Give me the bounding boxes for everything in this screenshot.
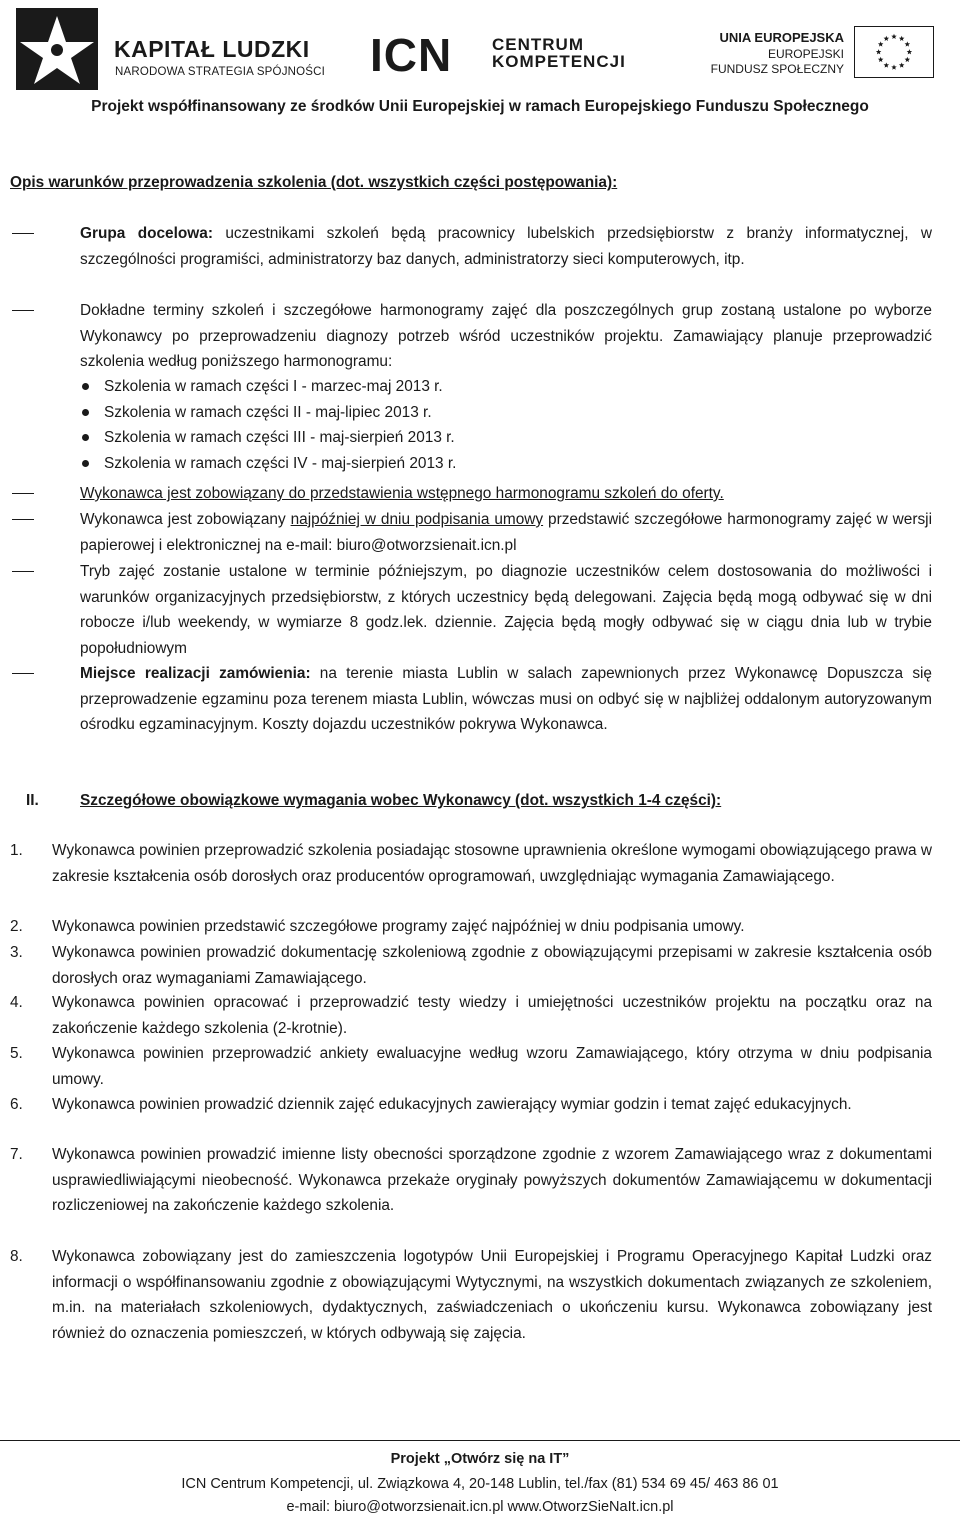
icn-line-2: KOMPETENCJI [492,52,626,71]
page-header [0,0,960,125]
bullet-item [104,374,443,400]
requirement-item [10,990,932,1041]
dash-item-location [80,661,932,738]
requirement-number: 6. [10,1096,23,1113]
requirement-item [10,1244,932,1346]
bullet-item [104,400,432,426]
class-mode-text: Tryb zajęć zostanie ustalone w terminie późniejszym, po diagnozie uczestników celem dostosowania do możliwości i warunków organizacyjnych przedsiębiorstw, z których uczestnicy będą delegowani. Zajęcia będą mogą odbywać się w dni robocze i/lub weekendy, w wymiarze 8 godz.lek. dziennie. Zajęcia będą mogły odbywać się w ciągu dnia lub w trybie popołudniowym [80,563,932,657]
eu-star-icon [884,36,889,41]
bullet-text: Szkolenia w ramach części II - maj-lipiec 2013 r. [104,404,432,421]
requirement-item [10,838,932,889]
dash-marker [12,673,34,674]
detailed-schedule-deadline: najpóźniej w dniu podpisania umowy [290,511,544,528]
bullet-marker [82,434,89,441]
location-label: Miejsce realizacji zamówienia: [80,665,311,682]
dash-marker [12,233,34,234]
requirement-number: 4. [10,994,23,1011]
eu-star-icon [905,57,910,62]
eu-flag-icon [854,26,934,78]
requirement-item [10,940,932,991]
schedule-text: Dokładne terminy szkoleń i szczegółowe harmonogramy zajęć dla poszczególnych grup zostaną ustalone po wyborze Wykonawcy po przeprowadzeniu diagnozy potrzeb wśród uczestników projektu. Zamawiający planuje przeprowadzić szkolenia według poniższego harmonogramu: [80,302,932,370]
bullet-text: Szkolenia w ramach części IV - maj-sierpień 2013 r. [104,455,457,472]
dash-item-schedule [80,298,932,375]
kapital-ludzki-logo [14,6,344,92]
eu-line-2: EUROPEJSKI [767,47,844,61]
dash-item-detailed-schedule [80,507,932,558]
bullet-item [104,425,455,451]
dash-item-initial-schedule [80,481,932,507]
bullet-text: Szkolenia w ramach części III - maj-sierpień 2013 r. [104,429,455,446]
detailed-schedule-text-b: przedstawić szczegółowe harmonogramy zajęć w wersji papierowej i elektronicznej na e-mail: biuro@otworzsienait.icn.pl [80,511,932,554]
kapital-ludzki-star-icon [14,6,100,92]
bullet-marker [82,460,89,467]
requirement-text: Wykonawca powinien przeprowadzić szkolenia posiadając stosowne uprawnienia określone wymogami obowiązującego prawa w zakresie kształcenia osób dorosłych oraz producentów oprogramowań, uwzględniając wymagania Zamawiającego. [52,842,932,885]
dash-item-class-mode [80,559,932,661]
requirement-item [10,1092,932,1118]
eu-star-icon [899,62,904,67]
conditions-heading: Opis warunków przeprowadzenia szkolenia (dot. wszystkich części postępowania): [10,174,618,191]
target-group-label: Grupa docelowa: [80,225,213,242]
icn-line-1: CENTRUM [492,35,584,54]
kapital-ludzki-subtitle: NARODOWA STRATEGIA SPÓJNOŚCI [115,66,326,78]
footer-address: ICN Centrum Kompetencji, ul. Związkowa 4, 20-148 Lublin, tel./fax (81) 534 69 45/ 463 86 01 [181,1476,779,1492]
kapital-ludzki-title: KAPITAŁ LUDZKI [114,36,310,62]
dash-marker [12,519,34,520]
dash-marker [12,493,34,494]
requirement-number: 8. [10,1248,23,1265]
requirement-text: Wykonawca powinien opracować i przeprowadzić testy wiedzy i umiejętności uczestników projektu na początku oraz na zakończenie każdego szkolenia (2-krotnie). [52,994,932,1037]
requirement-number: 5. [10,1045,23,1062]
dash-marker [12,310,34,311]
eu-line-1: UNIA EUROPEJSKA [719,30,844,45]
dash-marker [12,571,34,572]
eu-star-icon [891,34,896,39]
requirement-number: 7. [10,1146,23,1163]
bullet-marker [82,383,89,390]
icn-logo [370,29,670,81]
requirement-item [10,1041,932,1092]
target-group-text: uczestnikami szkoleń będą pracownicy lubelskich przedsiębiorstw z branży informatycznej, w szczególności programiści, administratorzy baz danych, administratorzy sieci komputerowych, itp. [80,225,932,268]
eu-star-icon [884,62,889,67]
eu-star-icon [876,49,881,54]
requirement-text: Wykonawca powinien przedstawić szczegółowe programy zajęć najpóźniej w dniu podpisania umowy. [52,918,745,935]
requirement-text: Wykonawca powinien prowadzić dziennik zajęć edukacyjnych zawierający wymiar godzin i temat zajęć edukacyjnych. [52,1096,852,1113]
detailed-schedule-text-a: Wykonawca jest zobowiązany [80,511,291,528]
eu-star-icon [905,41,910,46]
requirement-number: 1. [10,842,23,859]
footer-contact: e-mail: biuro@otworzsienait.icn.pl www.OtworzSieNaIt.icn.pl [286,1499,674,1515]
requirement-number: 2. [10,918,23,935]
eu-star-icon [907,49,912,54]
eu-line-3: FUNDUSZ SPOŁECZNY [710,62,844,76]
cofinancing-note: Projekt współfinansowany ze środków Unii Europejskiej w ramach Europejskiego Funduszu Społecznego [91,98,869,115]
icn-letters: ICN [370,29,453,81]
requirement-item [10,914,932,940]
eu-logo [700,26,940,82]
footer-divider [0,1440,960,1441]
location-text: na terenie miasta Lublin w salach zapewnionych przez Wykonawcę Dopuszcza się przeprowadzenie egzaminu poza terenem miasta Lublin, wówczas musi on odbyć się w najbliżej oddalonym autoryzowanym ośrodku egzaminacyjnym. Koszty dojazdu uczestników pokrywa Wykonawca. [80,665,932,733]
bullet-marker [82,409,89,416]
eu-star-icon [899,36,904,41]
dash-item-target-group [80,221,932,272]
initial-schedule-text: Wykonawca jest zobowiązany do przedstawienia wstępnego harmonogramu szkoleń do oferty. [80,485,724,502]
footer-project-name: Projekt „Otwórz się na IT” [390,1451,570,1467]
eu-star-icon [891,65,896,70]
bullet-item [104,451,456,477]
requirement-text: Wykonawca powinien prowadzić imienne listy obecności sporządzone zgodnie z wzorem Zamawiającego wraz z dokumentami usprawiedliwiającymi nieobecność. Wykonawca przekaże oryginały powyższych dokumentów Zamawiającemu w dokumentacji rozliczeniowej na zakończenie każdego szkolenia. [52,1146,932,1214]
requirement-text: Wykonawca zobowiązany jest do zamieszczenia logotypów Unii Europejskiej i Programu Operacyjnego Kapitał Ludzki oraz informacji o współfinansowaniu zgodnie z obowiązującymi Wytycznymi, na wszystkich dokumentach związanych ze szkoleniem, m.in. na materiałach szkoleniowych, dydaktycznych, zaświadczeniach o ukończeniu kursu. Wykonawca zobowiązany jest również do oznaczenia pomieszczeń, w których odbywają się zajęcia. [52,1248,932,1342]
section-ii-number: II. [26,792,39,809]
requirement-text: Wykonawca powinien przeprowadzić ankiety ewaluacyjne według wzoru Zamawiającego, który otrzyma w dniu podpisania umowy. [52,1045,932,1088]
requirement-item [10,1142,932,1219]
eu-star-icon [878,41,883,46]
requirement-number: 3. [10,944,23,961]
section-ii-title: Szczegółowe obowiązkowe wymagania wobec Wykonawcy (dot. wszystkich 1-4 części): [80,792,722,809]
eu-star-icon [878,57,883,62]
bullet-text: Szkolenia w ramach części I - marzec-maj 2013 r. [104,378,443,395]
requirement-text: Wykonawca powinien prowadzić dokumentację szkoleniową zgodnie z obowiązującymi przepisami w zakresie kształcenia osób dorosłych oraz wymaganiami Zamawiającego. [52,944,932,987]
